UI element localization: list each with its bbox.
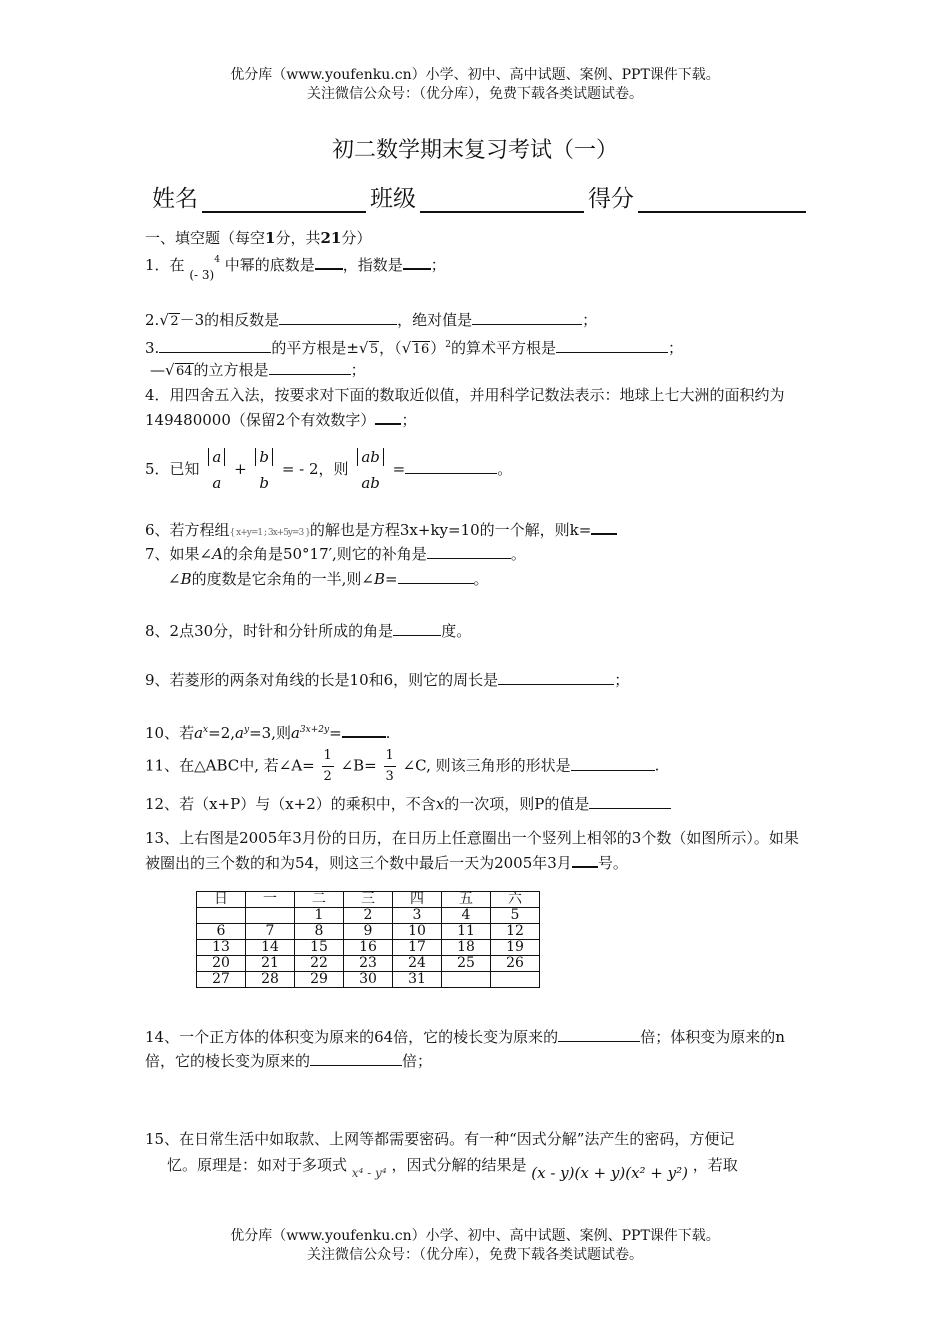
march-2005-calendar	[196, 891, 540, 988]
calendar-day: 15	[295, 940, 344, 956]
question-12: 12、若（x+P）与（x+2）的乘积中，不含x的一次项，则P的值是	[145, 792, 815, 816]
q1-exponent-blank[interactable]	[403, 252, 431, 270]
calendar-day: 11	[442, 924, 491, 940]
calendar-day: 10	[393, 924, 442, 940]
calendar-day	[491, 972, 540, 988]
calendar-day: 5	[491, 908, 540, 924]
calendar-day: 23	[344, 956, 393, 972]
question-8: 8、2点30分，时针和分针所成的角是 度。	[145, 619, 815, 643]
question-3b: —√ 64的立方根是 ；	[150, 358, 820, 384]
q11-shape-blank[interactable]	[571, 754, 655, 771]
calendar-day: 2	[344, 908, 393, 924]
question-10: 10、若$a^x=2,a^y=3$,则$a^{3x+2y}=$ .	[145, 718, 815, 745]
question-4: 4．用四舍五入法，按要求对下面的数取近似值，并用科学记数法表示：地球上七大洲的面积约为149480000（保留2个有效数字） ；	[145, 386, 785, 429]
q5-answer-blank[interactable]	[405, 457, 497, 474]
calendar-day	[197, 908, 246, 924]
equation-system: { x+y=1 ; 3x+5y=3 }	[229, 528, 310, 538]
q13-day-blank[interactable]	[572, 850, 598, 868]
calendar-day: 26	[491, 956, 540, 972]
calendar-day	[442, 972, 491, 988]
calendar-header-cell: 日	[197, 892, 246, 908]
calendar-day: 18	[442, 940, 491, 956]
q6-k-blank[interactable]	[591, 517, 617, 535]
q2-absolute-blank[interactable]	[472, 308, 582, 325]
calendar-day: 31	[393, 972, 442, 988]
header-watermark	[0, 66, 950, 104]
calendar-week-row	[197, 924, 540, 940]
question-6: 6、若方程组{ x+y=1 ; 3x+5y=3 }的解也是方程3x+ky=10的一个解，则k=	[145, 517, 815, 545]
calendar-week-row	[197, 972, 540, 988]
header-line-2: 关注微信公众号：（优分库），免费下载各类试题试卷。	[307, 86, 643, 102]
fraction-abs-ab-over-ab: ab ab	[355, 444, 386, 496]
q10-answer-blank[interactable]	[342, 720, 386, 738]
question-7: 7、如果∠A的余角是50°17′,则它的补角是 。	[145, 542, 815, 566]
question-1: 1．在 $_{(- 3)^4}$ 中幂的底数是 ，指数是 ；	[145, 251, 815, 278]
calendar-header-cell: 二	[295, 892, 344, 908]
score-blank[interactable]	[638, 187, 806, 213]
fraction-abs-b-over-b: b b	[253, 444, 275, 496]
question-2: 2.√ 2－3的相反数是 ，绝对值是 ；	[145, 308, 815, 334]
q2-opposite-blank[interactable]	[279, 308, 397, 325]
calendar-header-cell: 一	[246, 892, 295, 908]
q1-base-blank[interactable]	[315, 252, 343, 270]
question-7b: ∠B的度数是它余角的一半,则∠B= 。	[168, 567, 838, 591]
factored-expression: (x - y)(x + y)(x² + y²)	[531, 1164, 688, 1182]
calendar-week-row	[197, 940, 540, 956]
class-blank[interactable]	[420, 187, 584, 213]
calendar-day: 12	[491, 924, 540, 940]
calendar-header-row	[197, 892, 540, 908]
question-15-cont: 忆。原理是：如对于多项式 $_{x^4 - y^4}$ ，因式分解的结果是 (x - y)(x + y)(x² + y²) ，若取	[167, 1156, 738, 1182]
q14-edge-64-blank[interactable]	[558, 1025, 640, 1042]
calendar-day: 17	[393, 940, 442, 956]
q3-arith-root-blank[interactable]	[556, 336, 668, 353]
fraction-abs-a-over-a: a a	[206, 444, 227, 496]
calendar-header-cell: 三	[344, 892, 393, 908]
polynomial-x4-minus-y4: x⁴ - y⁴	[351, 1166, 387, 1180]
question-5: 5．已知 a a + b b = - 2，则 ab ab = 。	[145, 444, 815, 496]
calendar-day: 24	[393, 956, 442, 972]
sqrt-64: √ 64	[165, 360, 194, 384]
calendar-day: 19	[491, 940, 540, 956]
calendar-day: 14	[246, 940, 295, 956]
calendar-header-cell: 四	[393, 892, 442, 908]
q3b-cube-root-blank[interactable]	[269, 358, 351, 375]
question-15: 15、在日常生活中如取款、上网等都需要密码。有一种“因式分解”法产生的密码，方便记	[145, 1130, 735, 1148]
sqrt-2: √ 2	[159, 310, 179, 334]
calendar-day: 22	[295, 956, 344, 972]
class-label: 班级	[370, 186, 416, 212]
footer-line-1: 优分库（www.youfenku.cn）小学、初中、高中试题、案例、PPT课件下载。	[230, 1228, 720, 1244]
q14-edge-n-blank[interactable]	[310, 1049, 402, 1066]
calendar-day: 25	[442, 956, 491, 972]
page-title: 初二数学期末复习考试（一）	[331, 138, 618, 163]
calendar-week-row	[197, 956, 540, 972]
calendar-day: 27	[197, 972, 246, 988]
calendar-day: 6	[197, 924, 246, 940]
calendar-day: 4	[442, 908, 491, 924]
calendar-day: 8	[295, 924, 344, 940]
footer-watermark	[0, 1227, 950, 1265]
score-label: 得分	[588, 186, 634, 212]
question-3: 3. 的平方根是±√ 5，（√ 16）$^2$的算术平方根是 ；	[145, 333, 815, 362]
question-11: 11、在△ABC中, 若∠A= $\frac{1}{2}$ ∠B= $\frac{1}{3}$ ∠C, 则该三角形的形状是 .	[145, 746, 815, 787]
q3-number-blank[interactable]	[159, 336, 271, 353]
calendar-week-row	[197, 908, 540, 924]
name-label: 姓名	[152, 186, 198, 212]
calendar-day: 29	[295, 972, 344, 988]
question-13: 13、上右图是2005年3月份的日历，在日历上任意圈出一个竖列上相邻的3个数（如图所示）。如果被圈出的三个数的和为54，则这三个数中最后一天为2005年3月 号。	[145, 829, 799, 872]
question-9: 9、若菱形的两条对角线的长是10和6，则它的周长是 ；	[145, 668, 815, 692]
calendar-header-cell: 六	[491, 892, 540, 908]
footer-line-2: 关注微信公众号：（优分库），免费下载各类试题试卷。	[307, 1247, 643, 1263]
q12-p-blank[interactable]	[589, 792, 671, 809]
calendar-day: 9	[344, 924, 393, 940]
calendar-day: 13	[197, 940, 246, 956]
calendar-day: 1	[295, 908, 344, 924]
section-heading-fill-in: 一、填空题（每空1分，共21分）	[145, 229, 372, 247]
power-expression: (- 3)4	[189, 255, 220, 282]
q4-answer-blank[interactable]	[375, 407, 401, 425]
calendar-day: 21	[246, 956, 295, 972]
q8-angle-blank[interactable]	[393, 619, 441, 636]
calendar-day: 16	[344, 940, 393, 956]
sqrt-16: √ 16	[402, 338, 431, 362]
calendar-day: 20	[197, 956, 246, 972]
q9-perimeter-blank[interactable]	[498, 668, 614, 685]
sqrt-5: √ 5	[359, 338, 379, 362]
q7b-angle-blank[interactable]	[398, 567, 474, 584]
question-14: 14、一个正方体的体积变为原来的64倍，它的棱长变为原来的 倍；体积变为原来的n倍，它的棱长变为原来的 倍；	[145, 1025, 809, 1073]
calendar-day	[246, 908, 295, 924]
fraction-one-half: $\frac{1}{2}$	[323, 748, 332, 784]
calendar-day: 28	[246, 972, 295, 988]
name-class-score-bar	[152, 180, 812, 213]
name-blank[interactable]	[202, 187, 366, 213]
q7-supplement-blank[interactable]	[427, 542, 511, 559]
fraction-one-third: $\frac{1}{3}$	[385, 748, 394, 784]
calendar-day: 7	[246, 924, 295, 940]
calendar-day: 3	[393, 908, 442, 924]
header-line-1: 优分库（www.youfenku.cn）小学、初中、高中试题、案例、PPT课件下载。	[230, 67, 720, 83]
calendar-header-cell: 五	[442, 892, 491, 908]
calendar-day: 30	[344, 972, 393, 988]
